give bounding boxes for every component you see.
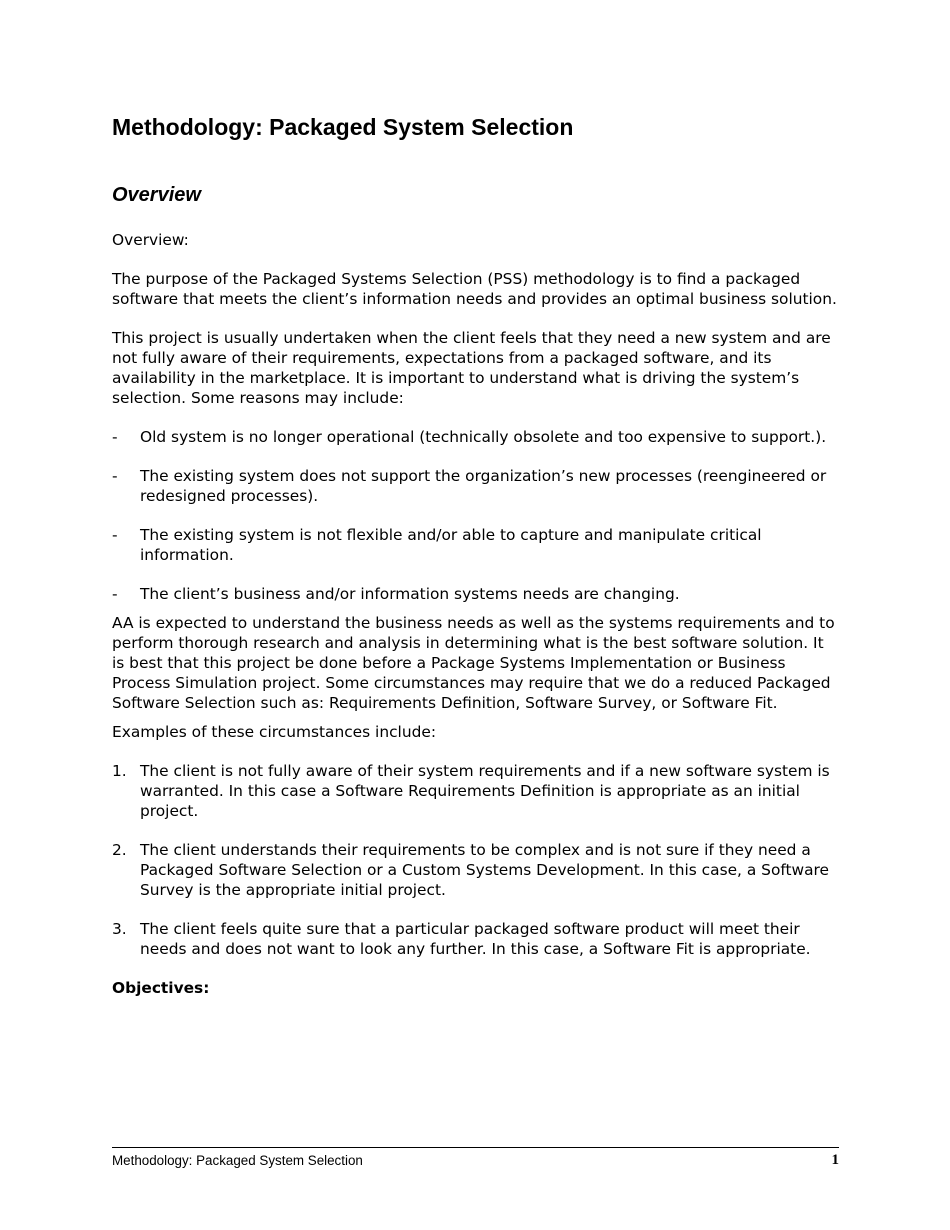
examples-list [112, 761, 839, 959]
list-item-text: The client is not fully aware of their system requirements and if a new software system is warranted. In this case a Software Requirements Definition is appropriate as an initial project. [140, 762, 830, 820]
list-item [112, 466, 839, 506]
page-title: Methodology: Packaged System Selection [112, 114, 574, 140]
document-body [112, 230, 839, 998]
list-item [112, 427, 839, 447]
list-number: 3. [112, 920, 127, 938]
list-bullet: - [112, 467, 118, 485]
page-number: 1 [831, 1152, 839, 1168]
objectives-label: Objectives: [112, 979, 210, 997]
footer-title: Methodology: Packaged System Selection [112, 1153, 363, 1168]
list-item-text: The client feels quite sure that a particular packaged software product will meet their needs and does not want to look any further. In this case, a Software Fit is appropriate. [140, 920, 811, 958]
undertaken-paragraph: This project is usually undertaken when the client feels that they need a new system and are not fully aware of their requirements, expectations from a packaged software, and its availability in the marketplace. It is important to understand what is driving the system’s selection. Some reasons may include: [112, 329, 831, 407]
purpose-paragraph: The purpose of the Packaged Systems Selection (PSS) methodology is to find a packaged software that meets the client’s information needs and provides an optimal business solution. [112, 270, 837, 308]
list-item-text: Old system is no longer operational (technically obsolete and too expensive to support.). [140, 428, 827, 446]
footer-divider [112, 1147, 839, 1148]
list-bullet: - [112, 526, 118, 544]
list-bullet: - [112, 585, 118, 603]
list-item [112, 840, 839, 900]
list-bullet: - [112, 428, 118, 446]
examples-intro: Examples of these circumstances include: [112, 723, 437, 741]
list-item-text: The client understands their requirements to be complex and is not sure if they need a Packaged Software Selection or a Custom Systems Development. In this case, a Software Survey is the appropriate initial project. [140, 841, 830, 899]
list-item-text: The client’s business and/or information systems needs are changing. [140, 585, 680, 603]
list-number: 1. [112, 762, 127, 780]
list-item [112, 761, 839, 821]
list-item-text: The existing system is not flexible and/or able to capture and manipulate critical information. [140, 526, 762, 564]
section-heading-overview: Overview [112, 184, 201, 206]
list-item [112, 525, 839, 565]
aa-paragraph: AA is expected to understand the business needs as well as the systems requirements and to perform thorough research and analysis in determining what is the best software solution. It is best that this project be done before a Package Systems Implementation or Business Process Simulation project. Some circumstances may require that we do a reduced Packaged Software Selection such as: Requirements Definition, Software Survey, or Software Fit. [112, 614, 835, 712]
overview-label: Overview: [112, 231, 189, 249]
list-item [112, 584, 839, 604]
reasons-list [112, 427, 839, 604]
list-number: 2. [112, 841, 127, 859]
list-item-text: The existing system does not support the organization’s new processes (reengineered or redesigned processes). [140, 467, 827, 505]
list-item [112, 919, 839, 959]
